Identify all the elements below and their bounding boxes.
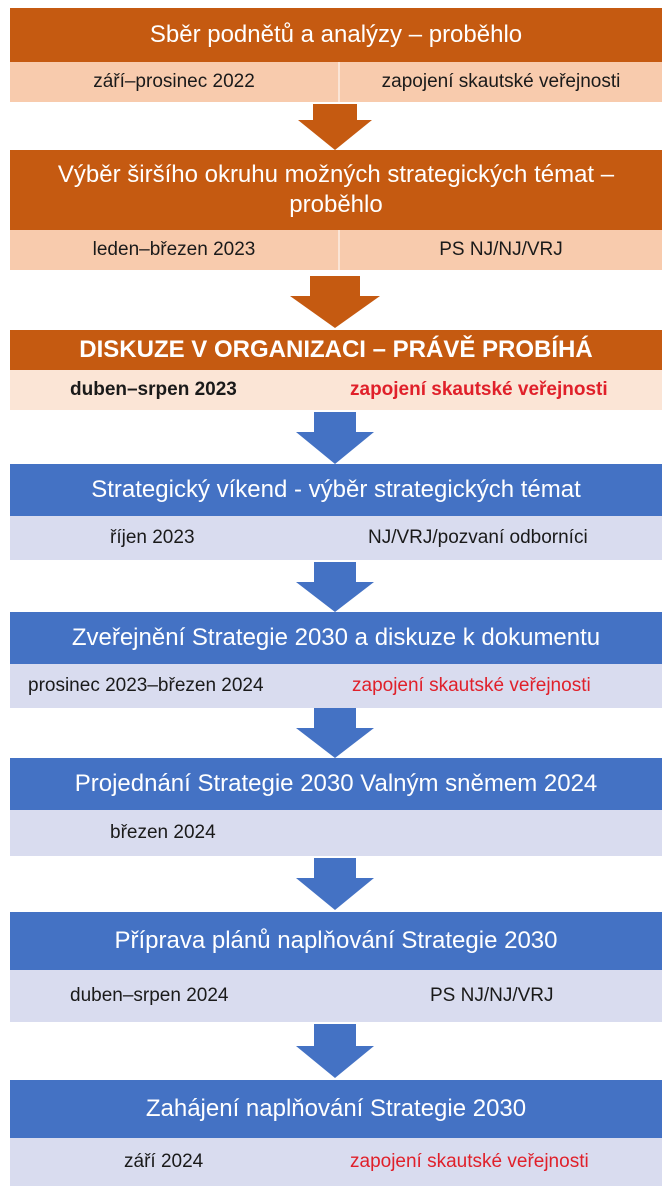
down-arrow-icon [296,858,374,910]
down-arrow-icon [290,276,380,328]
stage-details [10,370,662,410]
stage-participants: PS NJ/NJ/VRJ [430,985,554,1006]
stage-participants: NJ/VRJ/pozvaní odborníci [368,527,588,548]
stage-title: DISKUZE V ORGANIZACI – PRÁVĚ PROBÍHÁ [10,330,662,370]
stage-title: Příprava plánů naplňování Strategie 2030 [10,912,662,970]
stage-details [10,1138,662,1186]
stage-title: Výběr širšího okruhu možných strategických témat – proběhlo [10,150,662,230]
stage-details [10,516,662,560]
stage-period: prosinec 2023–březen 2024 [28,675,264,696]
stage-participants: zapojení skautské veřejnosti [352,675,591,696]
stage-participants: zapojení skautské veřejnosti [350,1151,589,1172]
stage-title: Zahájení naplňování Strategie 2030 [10,1080,662,1138]
down-arrow-icon [296,562,374,612]
stage-period: duben–srpen 2023 [70,379,237,400]
stage-participants: PS NJ/NJ/VRJ [439,239,563,260]
stage-period: březen 2024 [110,822,216,843]
stage-period: říjen 2023 [110,527,195,548]
stage-period: září–prosinec 2022 [10,62,340,102]
stage-title: Sběr podnětů a analýzy – proběhlo [10,8,662,62]
stage-participants [368,810,662,856]
down-arrow-icon [298,104,372,150]
stage-details [10,664,662,708]
down-arrow-icon [296,412,374,464]
stage-title: Projednání Strategie 2030 Valným sněmem 2024 [10,758,662,810]
stage-details [10,970,662,1022]
stage-participants: zapojení skautské veřejnosti [381,71,621,92]
stage-details [10,810,662,856]
stage-period: duben–srpen 2024 [70,985,229,1006]
stage-details [10,62,662,102]
down-arrow-icon [296,1024,374,1078]
stage-period: leden–březen 2023 [10,230,340,270]
down-arrow-icon [296,708,374,758]
stage-title: Strategický víkend - výběr strategických témat [10,464,662,516]
stage-period: září 2024 [124,1151,204,1172]
stage-participants: zapojení skautské veřejnosti [350,379,608,400]
stage-details [10,230,662,270]
stage-title: Zveřejnění Strategie 2030 a diskuze k dokumentu [10,612,662,664]
